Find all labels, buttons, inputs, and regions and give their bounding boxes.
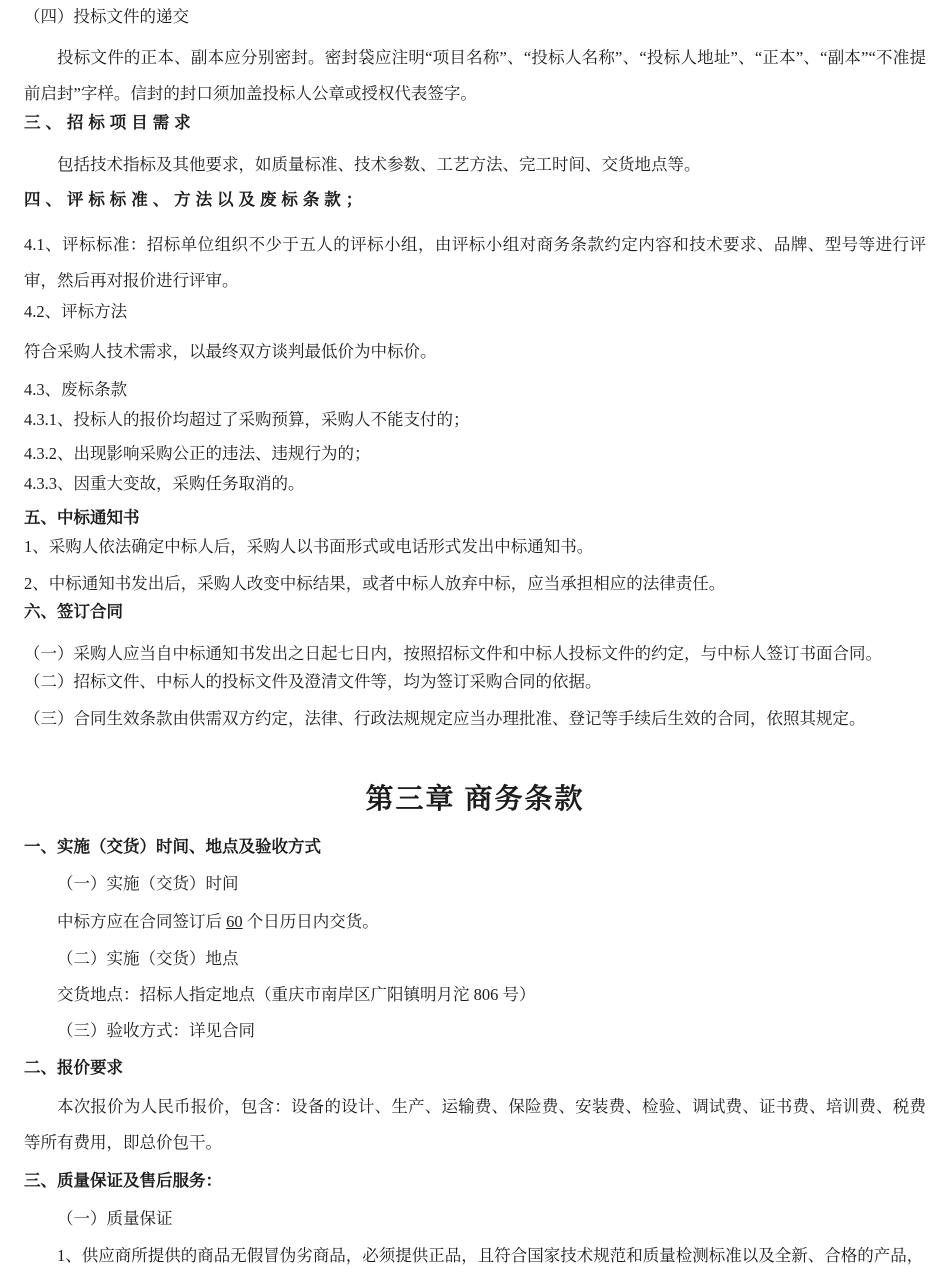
paragraph-delivery-time	[24, 911, 926, 933]
section-heading-delivery: 一、实施（交货）时间、地点及验收方式	[24, 837, 321, 856]
delivery-time-text-after: 个日历日内交货。	[242, 912, 379, 931]
section-heading-quotation-requirements: 二、报价要求	[24, 1058, 123, 1077]
paragraph-technical-requirements: 包括技术指标及其他要求，如质量标准、技术参数、工艺方法、完工时间、交货地点等。	[57, 155, 701, 174]
delivery-time-text-before: 中标方应在合同签订后	[57, 912, 227, 931]
paragraph-contract-3: （三）合同生效条款由供需双方约定，法律、行政法规规定应当办理批准、登记等手续后生效的合同，依照其规定。	[24, 709, 866, 728]
section-heading-evaluation-criteria: 四、评标标准、方法以及废标条款；	[24, 190, 368, 209]
paragraph-rejection-4-3-2: 4.3.2、出现影响采购公正的违法、违规行为的；	[24, 444, 371, 463]
paragraph-rejection-4-3-3: 4.3.3、因重大变故，采购任务取消的。	[24, 474, 305, 493]
chapter-title: 第三章 商务条款	[365, 784, 585, 815]
paragraph-contract-1: （一）采购人应当自中标通知书发出之日起七日内，按照招标文件和中标人投标文件的约定，与中标人签订书面合同。	[24, 644, 882, 663]
subsection-heading-bid-submission: （四）投标文件的递交	[24, 7, 189, 26]
paragraph-delivery-time-label: （一）实施（交货）时间	[57, 874, 239, 893]
paragraph-acceptance-method: （三）验收方式：详见合同	[57, 1021, 255, 1040]
paragraph-sealing-requirements: 投标文件的正本、副本应分别密封。密封袋应注明“项目名称”、“投标人名称”、“投标人地址”、“正本”、“副本”“不准提前启封”字样。信封的封口须加盖投标人公章或授权代表签字。	[24, 48, 926, 103]
paragraph-award-notice-2: 2、中标通知书发出后，采购人改变中标结果，或者中标人放弃中标，应当承担相应的法律责任。	[24, 574, 726, 593]
paragraph-delivery-location-label: （二）实施（交货）地点	[57, 949, 239, 968]
paragraph-quality-assurance-label: （一）质量保证	[57, 1209, 173, 1228]
section-heading-quality-assurance: 三、质量保证及售后服务：	[24, 1171, 222, 1190]
paragraph-quotation-detail: 本次报价为人民币报价，包含：设备的设计、生产、运输费、保险费、安装费、检验、调试费、证书费、培训费、税费等所有费用，即总价包干。	[24, 1097, 926, 1152]
paragraph-evaluation-criteria-4-1: 4.1、评标标准：招标单位组织不少于五人的评标小组，由评标小组对商务条款约定内容和技术要求、品牌、型号等进行评审，然后再对报价进行评审。	[24, 235, 926, 290]
section-heading-contract-signing: 六、签订合同	[24, 602, 123, 621]
paragraph-evaluation-method-4-2-label: 4.2、评标方法	[24, 302, 128, 321]
paragraph-evaluation-method-detail: 符合采购人技术需求，以最终双方谈判最低价为中标价。	[24, 342, 437, 361]
paragraph-contract-2: （二）招标文件、中标人的投标文件及澄清文件等，均为签订采购合同的依据。	[24, 672, 602, 691]
paragraph-rejection-4-3-1: 4.3.1、投标人的报价均超过了采购预算，采购人不能支付的；	[24, 410, 470, 429]
paragraph-rejection-clause-4-3-label: 4.3、废标条款	[24, 380, 128, 399]
paragraph-delivery-location: 交货地点：招标人指定地点（重庆市南岸区广阳镇明月沱 806 号）	[57, 985, 536, 1004]
section-heading-tender-project-requirements: 三、招标项目需求	[24, 113, 196, 132]
delivery-days-underlined: 60	[226, 912, 243, 931]
paragraph-quality-assurance-1: 1、供应商所提供的商品无假冒伪劣商品，必须提供正品，且符合国家技术规范和质量检测标准以及全新、合格的产品，	[57, 1246, 924, 1265]
paragraph-award-notice-1: 1、采购人依法确定中标人后，采购人以书面形式或电话形式发出中标通知书。	[24, 537, 594, 556]
section-heading-award-notice: 五、中标通知书	[24, 508, 140, 527]
